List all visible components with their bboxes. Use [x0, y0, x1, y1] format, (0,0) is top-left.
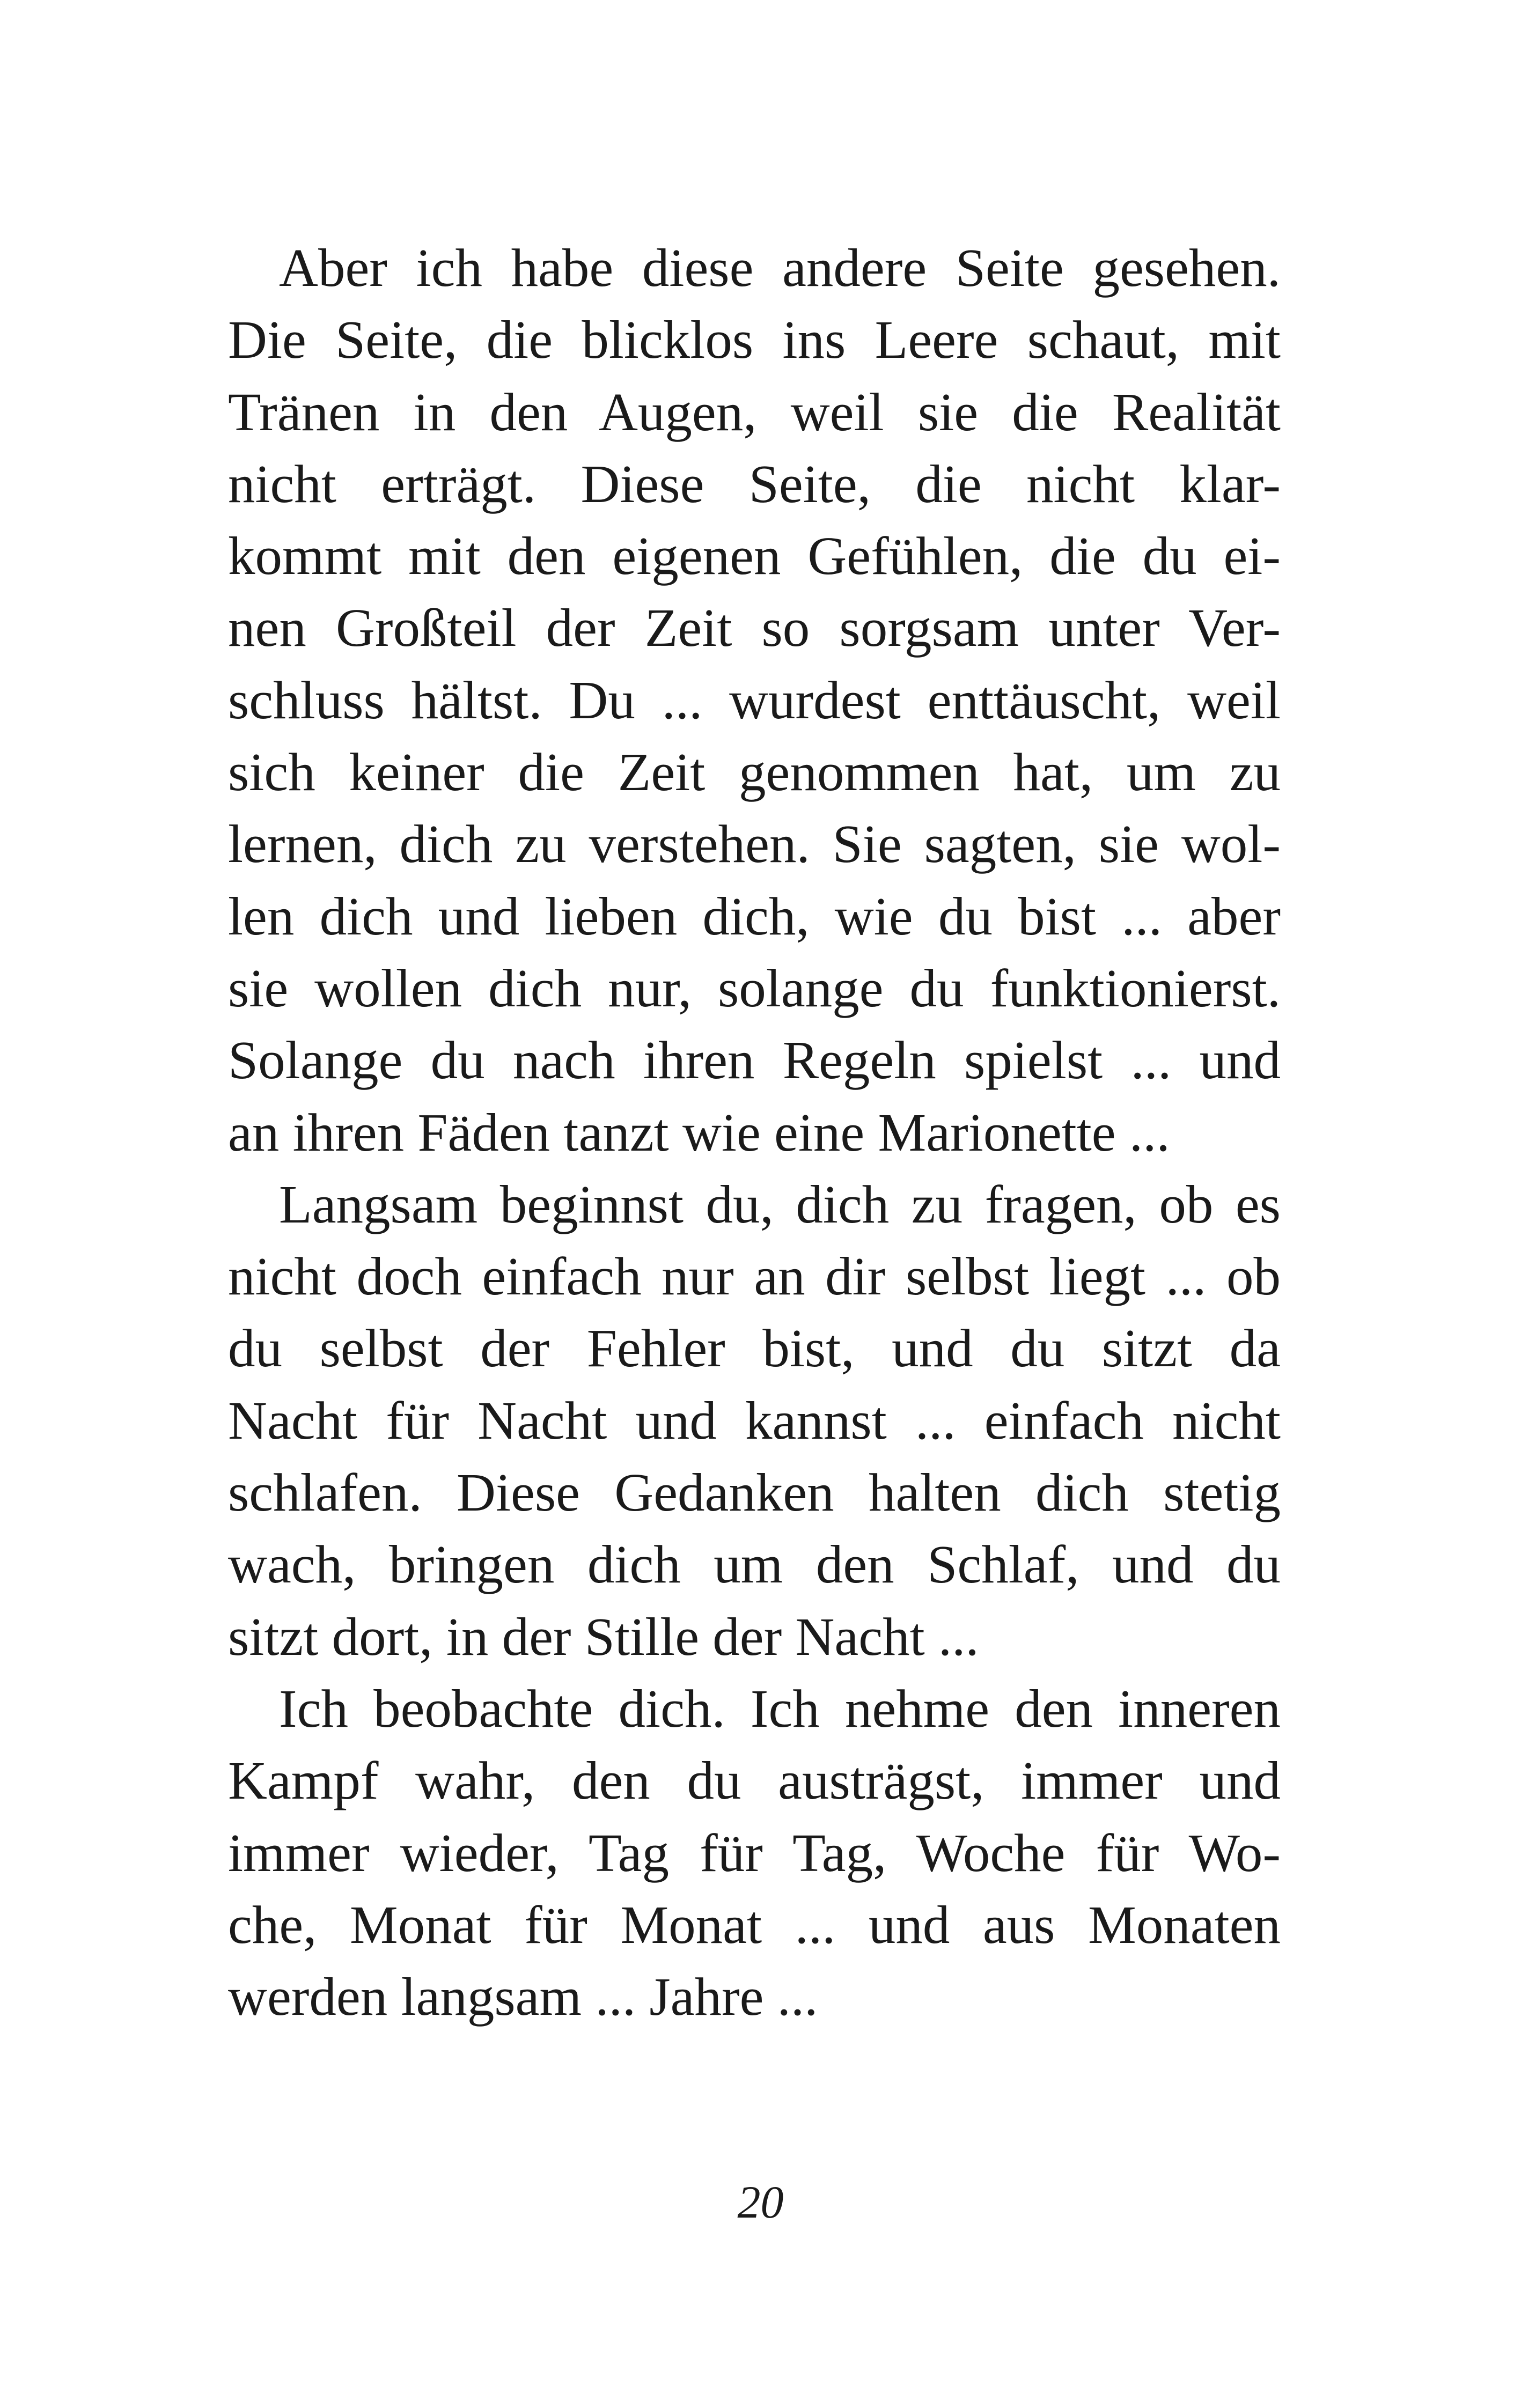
text-line: Nacht für Nacht und kannst ... einfach nicht [228, 1390, 1281, 1450]
text-line: schlafen. Diese Gedanken halten dich stetig [228, 1462, 1281, 1523]
text-line: nicht erträgt. Diese Seite, die nicht klar- [228, 453, 1281, 514]
text-line: len dich und lieben dich, wie du bist ... aber [228, 886, 1281, 946]
text-line: Aber ich habe diese andere Seite gesehen. [279, 238, 1281, 298]
text-line: schluss hältst. Du ... wurdest enttäuscht, weil [228, 669, 1281, 730]
text-line: wach, bringen dich um den Schlaf, und du [228, 1534, 1281, 1595]
paragraph-1 [228, 232, 1281, 1168]
text-line: nen Großteil der Zeit so sorgsam unter Ver- [228, 598, 1281, 658]
text-line: sitzt dort, in der Stille der Nacht ... [228, 1606, 979, 1667]
paragraph-2 [228, 1168, 1281, 1673]
text-line: sich keiner die Zeit genommen hat, um zu [228, 742, 1281, 802]
text-line: nicht doch einfach nur an dir selbst liegt ... ob [228, 1246, 1281, 1307]
text-line: Langsam beginnst du, dich zu fragen, ob es [279, 1174, 1281, 1234]
text-line: Die Seite, die blicklos ins Leere schaut, mit [228, 310, 1281, 370]
text-line: che, Monat für Monat ... und aus Monaten [228, 1894, 1281, 1955]
text-line: kommt mit den eigenen Gefühlen, die du ei- [228, 526, 1281, 586]
text-line: an ihren Fäden tanzt wie eine Marionette ... [228, 1102, 1170, 1162]
page-number: 20 [737, 2176, 784, 2228]
text-line: Tränen in den Augen, weil sie die Realität [228, 381, 1281, 442]
text-line: sie wollen dich nur, solange du funktionierst. [228, 958, 1281, 1018]
paragraph-3 [228, 1673, 1281, 2033]
body-text [228, 232, 1281, 2033]
text-line: Ich beobachte dich. Ich nehme den inneren [279, 1678, 1281, 1739]
text-line: du selbst der Fehler bist, und du sitzt da [228, 1318, 1281, 1379]
text-line: lernen, dich zu verstehen. Sie sagten, sie wol- [228, 814, 1281, 874]
text-line: immer wieder, Tag für Tag, Woche für Wo- [228, 1822, 1281, 1883]
text-line: Kampf wahr, den du austrägst, immer und [228, 1750, 1281, 1811]
text-line: Solange du nach ihren Regeln spielst ... und [228, 1030, 1281, 1091]
text-line: werden langsam ... Jahre ... [228, 1967, 818, 2027]
